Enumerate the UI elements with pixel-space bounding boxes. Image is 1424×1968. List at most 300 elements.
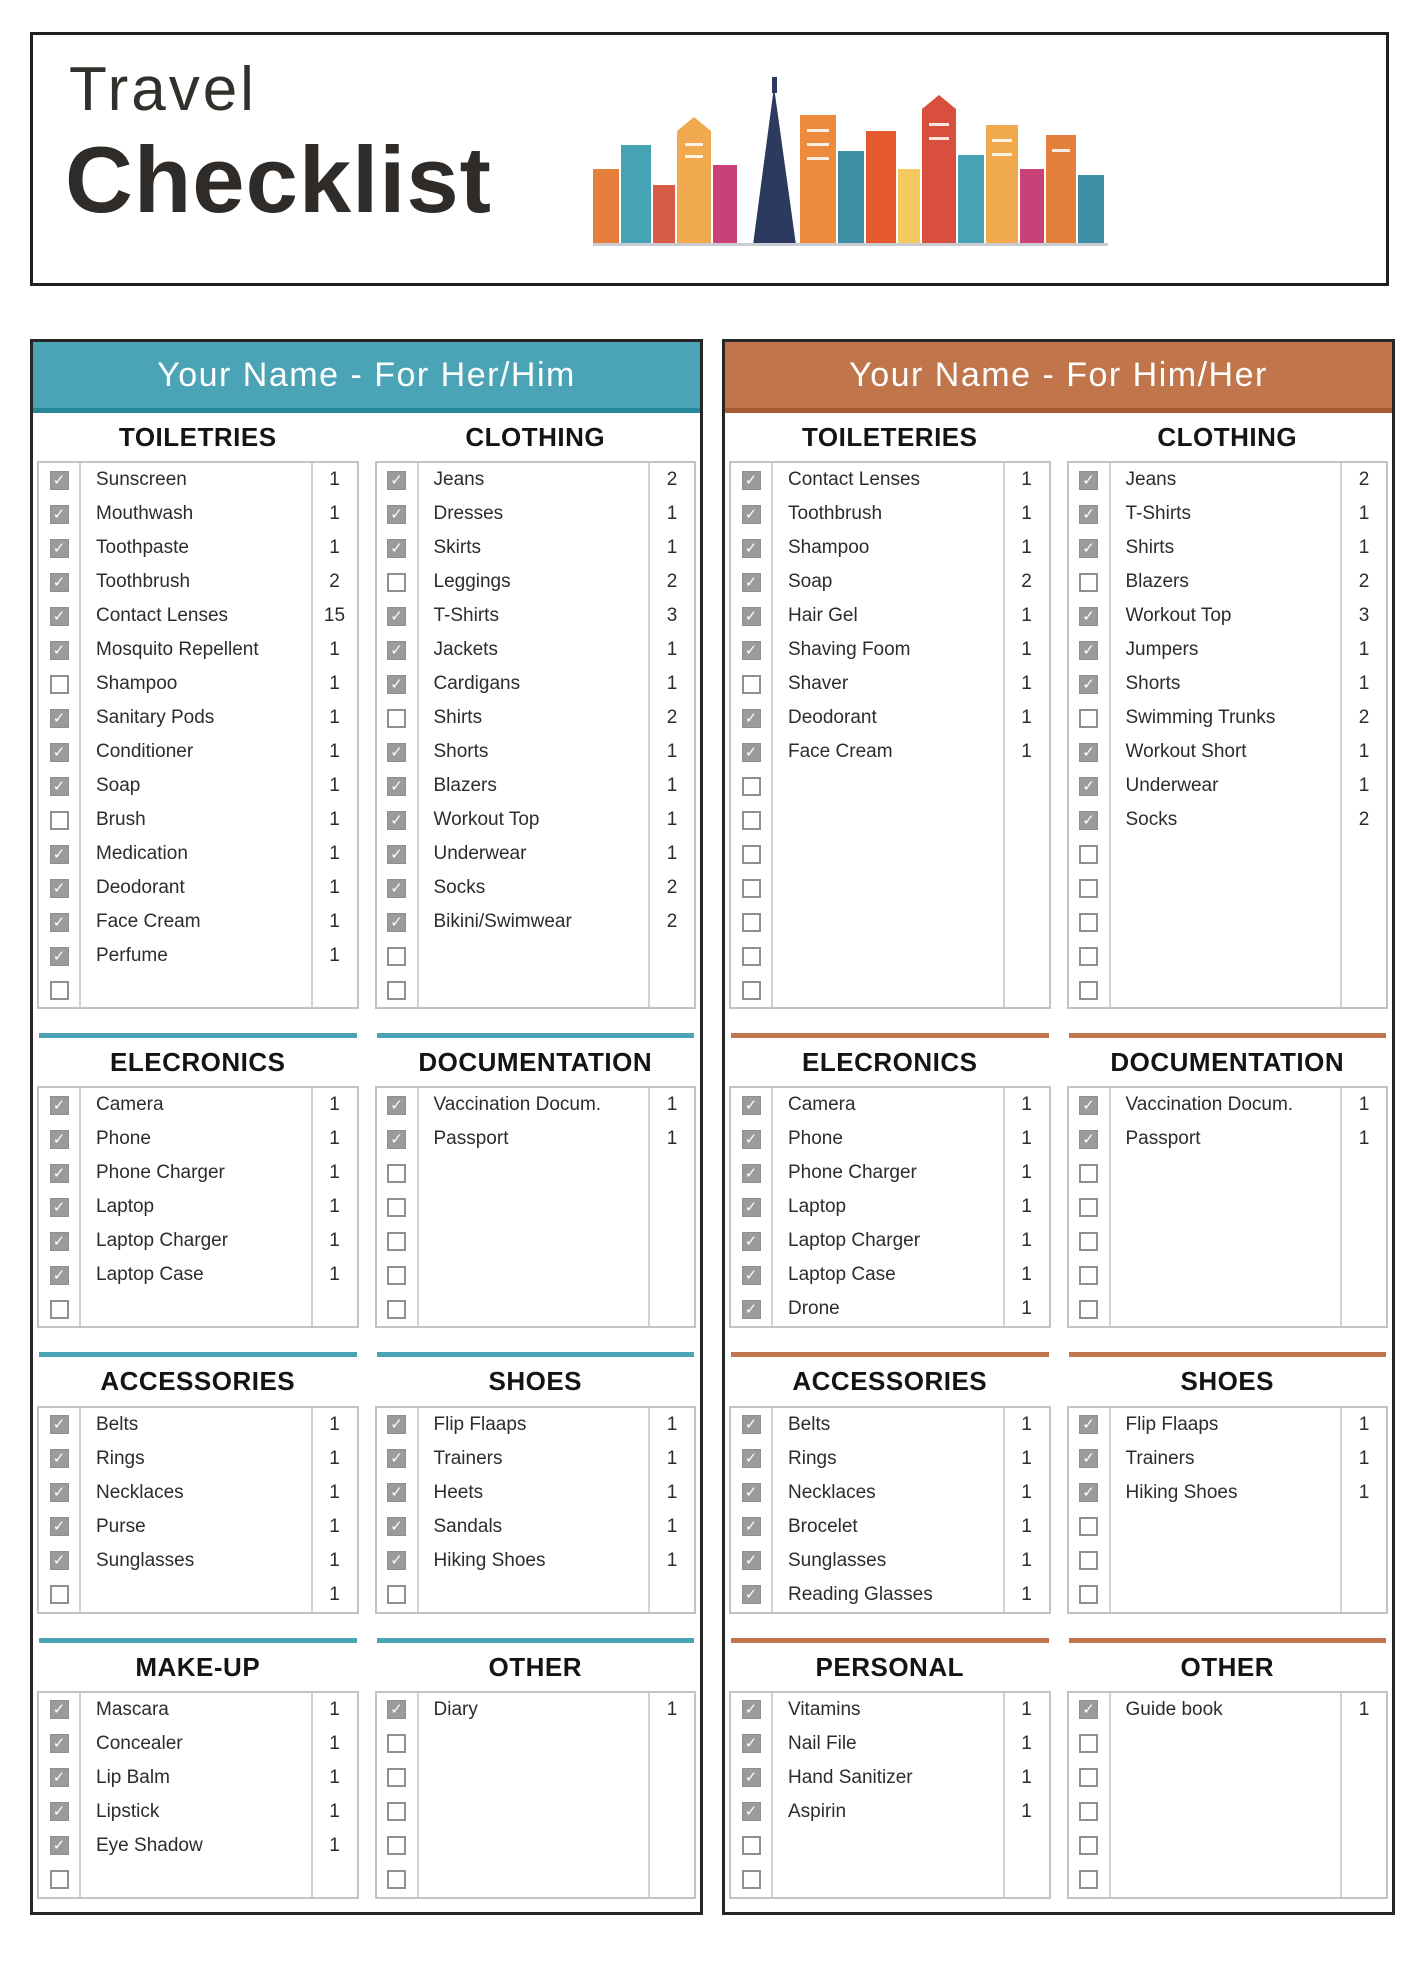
checkbox[interactable] (742, 1096, 761, 1115)
checkbox[interactable] (387, 1300, 406, 1319)
section-title: SHOES (488, 1366, 583, 1397)
checkbox-cell (1069, 1829, 1111, 1863)
checkbox[interactable] (50, 1768, 69, 1787)
item-label (419, 1292, 649, 1326)
item-qty: 1 (311, 1224, 357, 1258)
checkbox[interactable] (1079, 641, 1098, 660)
checkbox[interactable] (1079, 743, 1098, 762)
checkbox[interactable] (387, 1802, 406, 1821)
checkbox-cell (1069, 1190, 1111, 1224)
item-qty: 2 (1340, 565, 1386, 599)
checkbox-cell (377, 837, 419, 871)
checkbox[interactable] (1079, 1551, 1098, 1570)
section-shoes (375, 1328, 697, 1613)
checkbox[interactable] (50, 505, 69, 524)
checkbox[interactable] (1079, 1870, 1098, 1889)
item-qty (1003, 837, 1049, 871)
checkbox[interactable] (387, 641, 406, 660)
checkbox-cell (1069, 1761, 1111, 1795)
checkbox[interactable] (387, 607, 406, 626)
item-qty: 1 (1003, 1727, 1049, 1761)
checkbox[interactable] (1079, 675, 1098, 694)
section-title: TOILETERIES (802, 422, 978, 452)
item-label: Necklaces (788, 1481, 876, 1503)
checkbox[interactable] (50, 1700, 69, 1719)
checkbox[interactable] (742, 539, 761, 558)
checkbox[interactable] (50, 845, 69, 864)
checkbox[interactable] (742, 505, 761, 524)
checkbox[interactable] (50, 981, 69, 1000)
item-qty: 1 (1003, 463, 1049, 497)
check-icon: ✓ (52, 845, 66, 863)
item-qty: 1 (1003, 667, 1049, 701)
checkbox-cell (39, 1693, 81, 1727)
checkbox-cell (731, 871, 773, 905)
section-divider (731, 1352, 1049, 1357)
checkbox[interactable] (742, 1517, 761, 1536)
checkbox[interactable] (50, 1198, 69, 1217)
item-label: Blazers (1125, 571, 1189, 593)
checkbox-cell (39, 1292, 81, 1326)
item-qty: 1 (1003, 1190, 1049, 1224)
checkbox[interactable] (50, 1483, 69, 1502)
checkbox[interactable] (1079, 1734, 1098, 1753)
checkbox[interactable] (387, 879, 406, 898)
section-other (375, 1614, 697, 1899)
item-label: Jumpers (1125, 639, 1199, 661)
checkbox[interactable] (742, 1870, 761, 1889)
checkbox[interactable] (742, 845, 761, 864)
checkbox[interactable] (742, 1483, 761, 1502)
item-label: Vaccination Docum. (1125, 1094, 1294, 1116)
item-qty: 1 (311, 1829, 357, 1863)
checkbox[interactable] (1079, 913, 1098, 932)
checkbox[interactable] (1079, 505, 1098, 524)
checkbox-cell (39, 1578, 81, 1612)
item-label (1111, 1190, 1341, 1224)
checkbox[interactable] (387, 1232, 406, 1251)
checkbox[interactable] (1079, 1266, 1098, 1285)
checkbox[interactable] (742, 675, 761, 694)
checklist-box (729, 1086, 1051, 1328)
checkbox[interactable] (1079, 1768, 1098, 1787)
checkbox[interactable] (50, 539, 69, 558)
item-qty: 2 (648, 871, 694, 905)
checkbox-cell (731, 565, 773, 599)
checkbox[interactable] (1079, 981, 1098, 1000)
check-icon: ✓ (390, 607, 403, 625)
checkbox[interactable] (50, 1517, 69, 1536)
check-icon: ✓ (52, 743, 66, 761)
checkbox[interactable] (742, 641, 761, 660)
checkbox-cell (377, 463, 419, 497)
item-qty (648, 1156, 694, 1190)
checkbox[interactable] (1079, 1483, 1098, 1502)
checkbox[interactable] (1079, 539, 1098, 558)
item-qty: 1 (1003, 1292, 1049, 1326)
check-icon: ✓ (1082, 641, 1095, 659)
checkbox[interactable] (742, 777, 761, 796)
checkbox[interactable] (742, 1734, 761, 1753)
item-qty: 1 (311, 463, 357, 497)
checkbox-cell (731, 803, 773, 837)
checkbox-cell (39, 633, 81, 667)
section-title: ACCESSORIES (100, 1366, 296, 1397)
checkbox[interactable] (50, 811, 69, 830)
checkbox[interactable] (742, 743, 761, 762)
checkbox[interactable] (387, 981, 406, 1000)
checkbox[interactable] (1079, 1836, 1098, 1855)
item-label (1111, 837, 1341, 871)
section-divider (39, 1033, 357, 1038)
checkbox[interactable] (1079, 1700, 1098, 1719)
check-icon: ✓ (744, 1484, 758, 1502)
check-icon: ✓ (52, 777, 66, 795)
checkbox-cell (731, 463, 773, 497)
item-qty: 1 (648, 837, 694, 871)
checkbox[interactable] (387, 709, 406, 728)
item-label: Hand Sanitizer (788, 1766, 913, 1788)
checkbox-cell (731, 1442, 773, 1476)
checkbox[interactable] (50, 879, 69, 898)
checkbox[interactable] (387, 1096, 406, 1115)
item-label: Drone (788, 1298, 840, 1320)
checkbox-cell (377, 1761, 419, 1795)
checkbox[interactable] (1079, 1164, 1098, 1183)
check-icon: ✓ (744, 1130, 758, 1148)
checkbox[interactable] (742, 981, 761, 1000)
item-label (1111, 973, 1341, 1007)
section-documentation (1067, 1009, 1389, 1328)
checkbox-cell (731, 1408, 773, 1442)
checkbox[interactable] (387, 1585, 406, 1604)
checkbox-cell (39, 973, 81, 1007)
check-icon: ✓ (744, 1198, 758, 1216)
item-qty: 1 (1340, 1088, 1386, 1122)
item-label (419, 1156, 649, 1190)
section-clothing (375, 413, 697, 1009)
checkbox[interactable] (50, 1449, 69, 1468)
item-label: Camera (788, 1094, 856, 1116)
item-label (419, 1190, 649, 1224)
item-label: Hiking Shoes (433, 1549, 546, 1571)
checkbox[interactable] (387, 1415, 406, 1434)
checkbox[interactable] (1079, 1300, 1098, 1319)
checkbox[interactable] (50, 743, 69, 762)
item-label (773, 837, 1003, 871)
checkbox[interactable] (387, 777, 406, 796)
item-qty: 3 (1340, 599, 1386, 633)
checkbox[interactable] (742, 913, 761, 932)
checkbox[interactable] (387, 573, 406, 592)
checkbox[interactable] (742, 1768, 761, 1787)
check-icon: ✓ (744, 1232, 758, 1250)
item-qty: 1 (311, 871, 357, 905)
checkbox[interactable] (742, 1415, 761, 1434)
checkbox-cell (39, 599, 81, 633)
item-label (419, 1829, 649, 1863)
checkbox[interactable] (387, 913, 406, 932)
item-qty: 1 (311, 837, 357, 871)
checkbox[interactable] (387, 947, 406, 966)
checkbox[interactable] (50, 1551, 69, 1570)
item-label: Perfume (96, 945, 168, 967)
checkbox[interactable] (387, 539, 406, 558)
checkbox[interactable] (742, 1802, 761, 1821)
check-icon: ✓ (390, 539, 403, 557)
item-label: Medication (96, 843, 188, 865)
checkbox[interactable] (742, 471, 761, 490)
checkbox[interactable] (742, 1164, 761, 1183)
checkbox[interactable] (387, 1768, 406, 1787)
item-qty (1003, 1829, 1049, 1863)
checkbox[interactable] (1079, 777, 1098, 796)
checkbox[interactable] (50, 1096, 69, 1115)
checkbox[interactable] (387, 1734, 406, 1753)
checkbox[interactable] (50, 1300, 69, 1319)
checkbox[interactable] (742, 1130, 761, 1149)
checkbox[interactable] (50, 1130, 69, 1149)
checkbox[interactable] (742, 573, 761, 592)
checkbox[interactable] (1079, 811, 1098, 830)
check-icon: ✓ (52, 1198, 66, 1216)
item-qty: 1 (311, 939, 357, 973)
item-label: Shorts (1125, 673, 1181, 695)
checkbox[interactable] (1079, 1415, 1098, 1434)
item-label (81, 1292, 311, 1326)
checkbox[interactable] (1079, 1198, 1098, 1217)
item-label (773, 803, 1003, 837)
check-icon: ✓ (744, 743, 758, 761)
checkbox-cell (731, 837, 773, 871)
item-qty: 1 (311, 1510, 357, 1544)
item-label (1111, 1510, 1341, 1544)
checkbox[interactable] (1079, 709, 1098, 728)
checkbox-cell (731, 1156, 773, 1190)
checkbox[interactable] (50, 1266, 69, 1285)
check-icon: ✓ (744, 539, 758, 557)
checkbox-cell (377, 1408, 419, 1442)
checkbox[interactable] (742, 1198, 761, 1217)
item-label: Aspirin (788, 1800, 847, 1822)
item-label (1111, 871, 1341, 905)
checkbox[interactable] (1079, 1232, 1098, 1251)
checkbox[interactable] (1079, 1130, 1098, 1149)
checkbox[interactable] (1079, 573, 1098, 592)
item-qty: 1 (1003, 1122, 1049, 1156)
checkbox[interactable] (387, 1836, 406, 1855)
checkbox-cell (39, 1727, 81, 1761)
checkbox[interactable] (50, 777, 69, 796)
checkbox[interactable] (1079, 947, 1098, 966)
section-divider (39, 1352, 357, 1357)
item-qty (648, 1795, 694, 1829)
check-icon: ✓ (390, 845, 403, 863)
checkbox[interactable] (1079, 1449, 1098, 1468)
checkbox[interactable] (742, 607, 761, 626)
checkbox[interactable] (742, 1232, 761, 1251)
checkbox[interactable] (50, 471, 69, 490)
checkbox-cell (39, 1510, 81, 1544)
checkbox[interactable] (742, 879, 761, 898)
checkbox[interactable] (742, 709, 761, 728)
item-label: T-Shirts (1125, 503, 1191, 525)
checkbox-cell (39, 803, 81, 837)
item-label (773, 905, 1003, 939)
check-icon: ✓ (744, 1803, 758, 1821)
checkbox[interactable] (1079, 1096, 1098, 1115)
checkbox[interactable] (387, 471, 406, 490)
checkbox[interactable] (387, 1164, 406, 1183)
checkbox[interactable] (50, 675, 69, 694)
checkbox[interactable] (387, 1266, 406, 1285)
item-qty: 1 (311, 1795, 357, 1829)
check-icon: ✓ (52, 505, 66, 523)
checkbox[interactable] (742, 1585, 761, 1604)
checkbox[interactable] (742, 1300, 761, 1319)
item-qty: 1 (1340, 1476, 1386, 1510)
checkbox[interactable] (1079, 607, 1098, 626)
checkbox-cell (1069, 1258, 1111, 1292)
check-icon: ✓ (52, 709, 66, 727)
checkbox[interactable] (50, 1415, 69, 1434)
check-icon: ✓ (52, 1701, 66, 1719)
checkbox[interactable] (50, 1870, 69, 1889)
checkbox[interactable] (387, 1130, 406, 1149)
checkbox[interactable] (387, 1198, 406, 1217)
checkbox[interactable] (742, 1266, 761, 1285)
checkbox[interactable] (50, 1802, 69, 1821)
checkbox[interactable] (387, 743, 406, 762)
checkbox[interactable] (50, 607, 69, 626)
checkbox[interactable] (742, 947, 761, 966)
checkbox[interactable] (50, 573, 69, 592)
item-qty: 1 (311, 1156, 357, 1190)
check-icon: ✓ (744, 709, 758, 727)
item-qty: 1 (311, 1578, 357, 1612)
checkbox[interactable] (50, 1836, 69, 1855)
item-qty (1340, 1292, 1386, 1326)
checkbox-cell (377, 1544, 419, 1578)
item-label: Workout Top (1125, 605, 1232, 627)
checkbox-cell (1069, 1544, 1111, 1578)
checkbox[interactable] (1079, 471, 1098, 490)
section-title: SHOES (1180, 1366, 1275, 1397)
checkbox[interactable] (50, 1734, 69, 1753)
item-label: Phone Charger (96, 1162, 225, 1184)
item-qty: 1 (1003, 1408, 1049, 1442)
checkbox[interactable] (1079, 1802, 1098, 1821)
item-qty (648, 973, 694, 1007)
check-icon: ✓ (744, 1096, 758, 1114)
checkbox[interactable] (387, 1551, 406, 1570)
item-qty (1340, 1761, 1386, 1795)
checkbox-cell (731, 939, 773, 973)
checkbox-cell (377, 1795, 419, 1829)
checkbox[interactable] (50, 1585, 69, 1604)
checkbox[interactable] (1079, 1585, 1098, 1604)
checkbox[interactable] (50, 709, 69, 728)
checkbox[interactable] (742, 1551, 761, 1570)
checkbox[interactable] (387, 505, 406, 524)
checkbox[interactable] (742, 1449, 761, 1468)
checkbox[interactable] (387, 1517, 406, 1536)
item-label (773, 1863, 1003, 1897)
checkbox-cell (377, 1476, 419, 1510)
checkbox-cell (377, 1088, 419, 1122)
item-label: Deodorant (96, 877, 185, 899)
item-qty (1340, 1544, 1386, 1578)
item-qty (1003, 973, 1049, 1007)
checkbox[interactable] (742, 811, 761, 830)
checkbox[interactable] (387, 675, 406, 694)
item-label: Hair Gel (788, 605, 858, 627)
item-label: Soap (96, 775, 141, 797)
checkbox[interactable] (1079, 845, 1098, 864)
item-label: Skirts (433, 537, 481, 559)
checkbox-cell (1069, 905, 1111, 939)
checkbox[interactable] (1079, 1517, 1098, 1536)
item-qty (311, 1863, 357, 1897)
checkbox-cell (1069, 1795, 1111, 1829)
check-icon: ✓ (390, 1552, 403, 1570)
check-icon: ✓ (52, 607, 66, 625)
item-label: Mascara (96, 1698, 169, 1720)
item-qty: 2 (648, 565, 694, 599)
checkbox[interactable] (387, 1700, 406, 1719)
item-label (81, 1578, 311, 1612)
checkbox-cell (377, 497, 419, 531)
checklist-panel-right (722, 339, 1395, 1915)
checkbox[interactable] (50, 1164, 69, 1183)
checklist-box (729, 461, 1051, 1009)
checklist-panel-left (30, 339, 703, 1915)
checkbox-cell (39, 1544, 81, 1578)
checkbox[interactable] (50, 913, 69, 932)
checkbox-cell (731, 735, 773, 769)
section-toiletries (37, 413, 359, 1009)
checkbox[interactable] (742, 1836, 761, 1855)
checkbox[interactable] (387, 1870, 406, 1889)
section-divider (39, 1638, 357, 1643)
checkbox-cell (731, 701, 773, 735)
item-qty: 1 (1340, 531, 1386, 565)
checklist-box (1067, 1406, 1389, 1614)
title-line-travel: Travel (69, 55, 257, 124)
checkbox[interactable] (50, 947, 69, 966)
checkbox-cell (1069, 497, 1111, 531)
item-qty: 1 (1003, 599, 1049, 633)
checkbox[interactable] (387, 1449, 406, 1468)
checkbox[interactable] (387, 845, 406, 864)
checkbox[interactable] (742, 1700, 761, 1719)
checkbox[interactable] (1079, 879, 1098, 898)
city-skyline-illustration (593, 73, 1108, 258)
check-icon: ✓ (52, 539, 66, 557)
check-icon: ✓ (390, 879, 403, 897)
checkbox[interactable] (387, 1483, 406, 1502)
checkbox[interactable] (50, 1232, 69, 1251)
item-label: Sunglasses (96, 1549, 195, 1571)
item-label: Toothpaste (96, 537, 189, 559)
checkbox[interactable] (50, 641, 69, 660)
check-icon: ✓ (744, 1450, 758, 1468)
item-label (81, 1863, 311, 1897)
checkbox[interactable] (387, 811, 406, 830)
item-qty: 1 (311, 1544, 357, 1578)
item-qty: 1 (311, 633, 357, 667)
section-title: TOILETRIES (118, 422, 277, 452)
